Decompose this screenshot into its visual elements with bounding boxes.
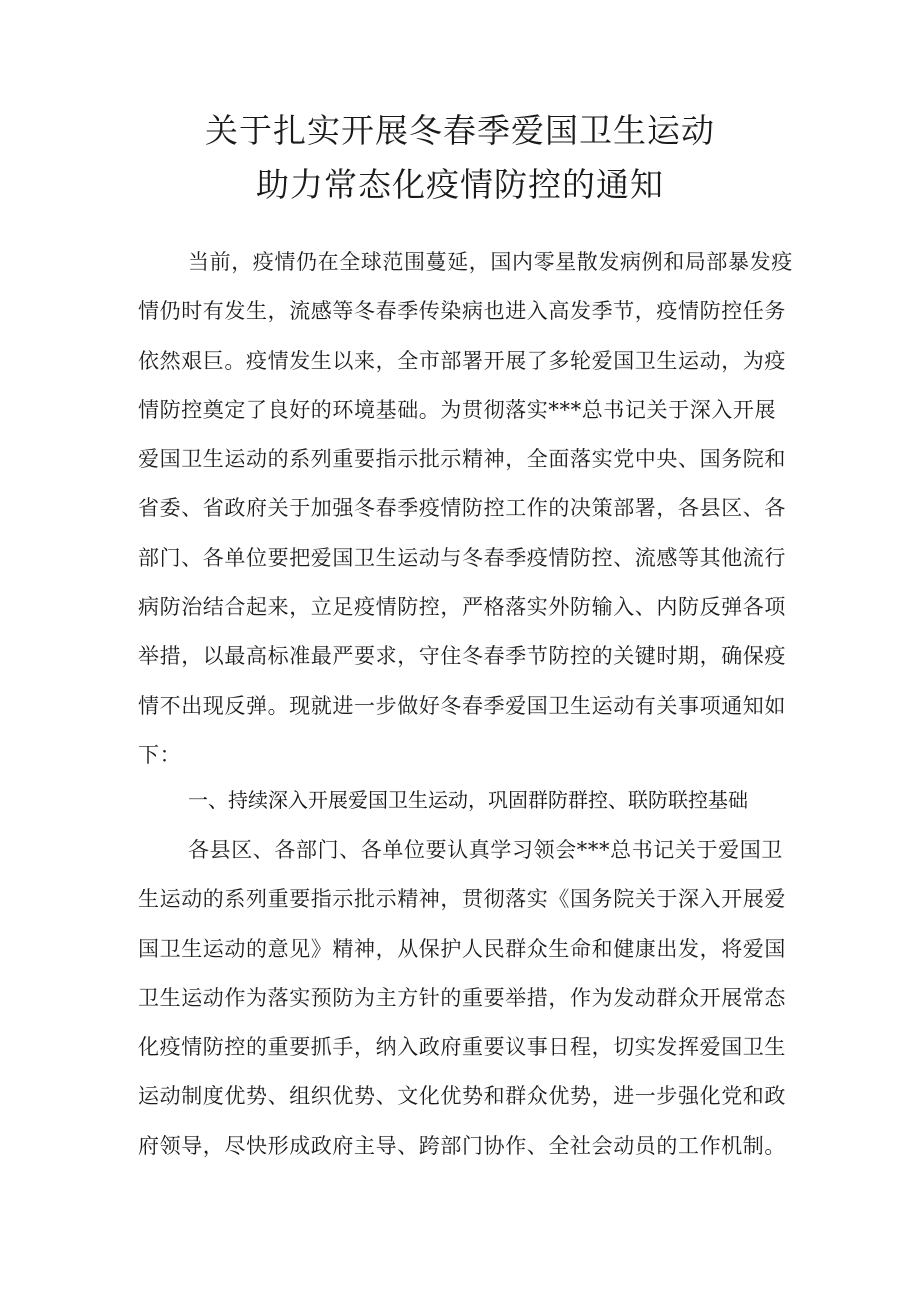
paragraph-line: 化疫情防控的重要抓手，纳入政府重要议事日程，切实发挥爱国卫生 — [138, 1035, 786, 1060]
paragraph-line: 卫生运动作为落实预防为主方针的重要举措，作为发动群众开展常态 — [138, 985, 786, 1010]
paragraph-line: 下： — [138, 742, 182, 767]
section-paragraph — [138, 826, 790, 1171]
paragraph-line: 病防治结合起来，立足疫情防控，严格落实外防输入、内防反弹各项 — [138, 595, 786, 620]
title-line-1: 关于扎实开展冬春季爱国卫生运动 — [205, 111, 715, 150]
paragraph-line: 国卫生运动的意见》精神，从保护人民群众生命和健康出发，将爱国 — [138, 936, 786, 961]
intro-paragraph — [138, 238, 793, 780]
paragraph-line: 省委、省政府关于加强冬春季疫情防控工作的决策部署，各县区、各 — [138, 496, 786, 521]
paragraph-line: 运动制度优势、组织优势、文化优势和群众优势，进一步强化党和政 — [138, 1084, 786, 1109]
paragraph-line: 府领导，尽快形成政府主导、跨部门协作、全社会动员的工作机制。 — [138, 1133, 786, 1158]
paragraph-line: 部门、各单位要把爱国卫生运动与冬春季疫情防控、流感等其他流行 — [138, 545, 786, 570]
paragraph-line: 情不出现反弹。现就进一步做好冬春季爱国卫生运动有关事项通知如 — [138, 693, 786, 718]
paragraph-line: 依然艰巨。疫情发生以来，全市部署开展了多轮爱国卫生运动，为疫 — [138, 348, 786, 373]
paragraph-line: 生运动的系列重要指示批示精神，贯彻落实《国务院关于深入开展爱 — [138, 887, 786, 912]
document-title — [0, 104, 920, 212]
paragraph-line: 当前，疫情仍在全球范围蔓延，国内零星散发病例和局部暴发疫 — [188, 250, 793, 274]
paragraph-line: 情仍时有发生，流感等冬春季传染病也进入高发季节，疫情防控任务 — [138, 299, 786, 324]
paragraph-line: 情防控奠定了良好的环境基础。为贯彻落实***总书记关于深入开展 — [138, 397, 777, 422]
section-heading: 一、持续深入开展爱国卫生运动，巩固群防群控、联防联控基础 — [188, 788, 748, 812]
paragraph-line: 各县区、各部门、各单位要认真学习领会***总书记关于爱国卫 — [188, 838, 783, 862]
title-line-2: 助力常态化疫情防控的通知 — [256, 165, 664, 204]
paragraph-line: 爱国卫生运动的系列重要指示批示精神，全面落实党中央、国务院和 — [138, 447, 786, 472]
paragraph-line: 举措，以最高标准最严要求，守住冬春季节防控的关键时期，确保疫 — [138, 644, 786, 669]
